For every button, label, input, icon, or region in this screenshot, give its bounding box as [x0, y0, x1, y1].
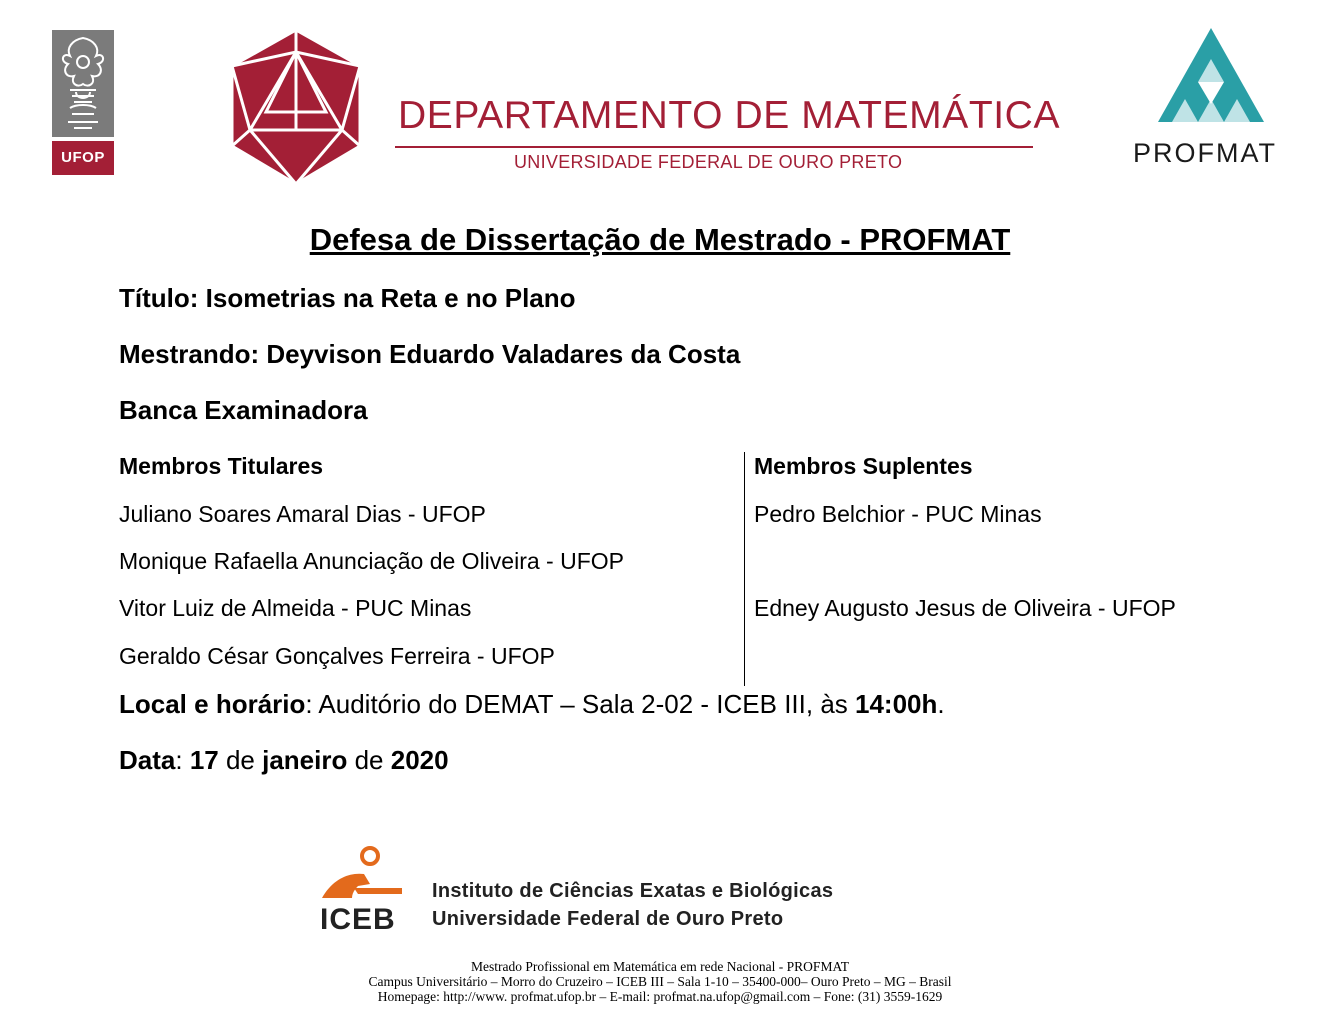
date-month: janeiro [262, 745, 348, 775]
titular-member: Geraldo César Gonçalves Ferreira - UFOP [119, 643, 555, 669]
titulares-heading: Membros Titulares [119, 453, 324, 479]
footer-program: Mestrado Profissional em Matemática em rede Nacional - PROFMAT [471, 959, 849, 974]
date-day: 17 [189, 745, 219, 775]
iceb-acronym: ICEB [320, 903, 396, 930]
demat-subtitle: UNIVERSIDADE FEDERAL DE OURO PRETO [514, 152, 903, 172]
suplente-member: Pedro Belchior - PUC Minas [754, 501, 1042, 527]
location-label: Local e horário [119, 689, 306, 719]
footer-contact: Homepage: http://www. profmat.ufop.br – E-mail: profmat.na.ufop@gmail.com – Fone: (31) 3559-1629 [377, 989, 943, 1004]
demat-icosahedron-logo-icon [226, 28, 366, 186]
ufop-logo [52, 30, 114, 175]
titular-member: Monique Rafaella Anunciação de Oliveira - UFOP [119, 548, 624, 574]
titular-member: Vitor Luiz de Almeida - PUC Minas [119, 595, 472, 621]
ufop-label: UFOP [52, 141, 114, 175]
location-end: . [937, 689, 945, 719]
profmat-label: PROFMAT [1133, 138, 1277, 168]
date-year: 2020 [390, 745, 449, 775]
dissertation-title: Título: Isometrias na Reta e no Plano [119, 283, 576, 313]
location-text: : Auditório do DEMAT – Sala 2-02 - ICEB III, às [305, 689, 856, 719]
iceb-figure-icon [318, 846, 408, 930]
suplente-member: Edney Augusto Jesus de Oliveira - UFOP [754, 595, 1176, 621]
footer [0, 959, 1320, 1004]
footer-address: Campus Universitário – Morro do Cruzeiro – ICEB III – Sala 1-10 – 35400-000– Ouro Preto – MG – Brasil [368, 974, 952, 989]
iceb-logo [318, 846, 408, 930]
suplentes-heading: Membros Suplentes [754, 453, 973, 479]
defense-time: 14:00h [855, 689, 938, 719]
date-label: Data [119, 745, 176, 775]
column-divider [744, 452, 745, 686]
iceb-university-name: Universidade Federal de Ouro Preto [432, 908, 784, 930]
location-time [119, 689, 945, 720]
demat-title: DEPARTAMENTO DE MATEMÁTICA [398, 94, 1061, 137]
ufop-emblem-icon [52, 30, 114, 137]
page-title: Defesa de Dissertação de Mestrado - PROFMAT [309, 222, 1011, 257]
iceb-institute-name: Instituto de Ciências Exatas e Biológicas [432, 880, 834, 902]
committee-heading: Banca Examinadora [119, 395, 368, 425]
defense-date [119, 745, 449, 776]
demat-divider [395, 146, 1033, 148]
date-de-2: de [347, 745, 391, 775]
date-de-1: de [218, 745, 263, 775]
titular-member: Juliano Soares Amaral Dias - UFOP [119, 501, 486, 527]
profmat-triangle-logo-icon [1158, 28, 1264, 122]
student-name: Mestrando: Deyvison Eduardo Valadares da Costa [119, 339, 741, 369]
date-sep: : [175, 745, 190, 775]
